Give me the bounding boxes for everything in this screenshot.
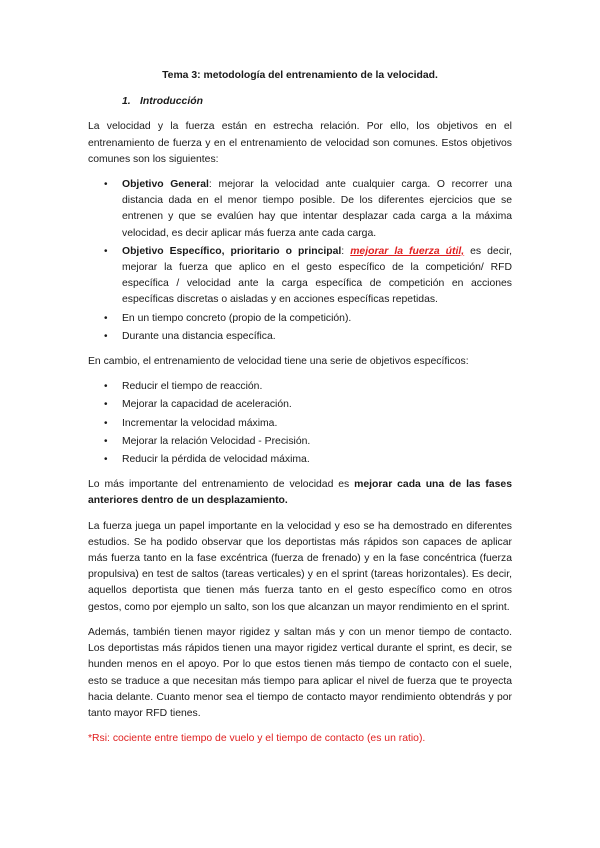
document-title: Tema 3: metodología del entrenamiento de la velocidad.: [162, 70, 438, 81]
section-number: 1.: [122, 96, 131, 108]
objective-label: Objetivo Específico, prioritario o principal: [122, 245, 342, 257]
objective-text: mejorar la velocidad ante cualquier carga. O recorrer una distancia dada en el menor tiempo posible. De los diferentes ejercicios que se entrenen y que se evalúen hay que intentar desplazar cada carga a la máxima velocidad, es decir aplicar más fuerza ante cada carga.: [122, 179, 512, 239]
list-item: [88, 397, 512, 413]
list-item-text: Durante una distancia específica.: [122, 330, 276, 342]
bullet-icon: •: [104, 381, 108, 393]
bullet-icon: •: [104, 399, 108, 411]
most-important-paragraph: [88, 477, 512, 509]
force-paragraph: La fuerza juega un papel importante en la velocidad y eso se ha demostrado en diferentes estudios. Se ha podido observar que los deportistas más rápidos son capaces de aplicar más fuerza tanto en la fase excéntrica (fuerza de frenado) y en la fase concéntrica (fuerza propulsiva) en test de saltos (tareas verticales) y en el sprint (tareas horizontales). Es decir, aquellos deportista que tienen más fuerza tanto en el gesto específico como en otros gestos, como por ejemplo un salto, son los que alcanzan un mayor rendimiento en el sprint.: [88, 520, 512, 613]
stiffness-paragraph: Además, también tienen mayor rigidez y saltan más y con un menor tiempo de contacto. Los deportistas más rápidos tienen una mayor rigidez vertical durante el sprint, es decir, se hunden menos en el apoyo. Por lo que estos tienen más tiempo de contacto con el suele, esto se traduce a que necesitan más tiempo para aplicar el nivel de fuerza que te proyecta hacia delante. Cuanto menor sea el tiempo de contacto mayor rendimiento obtendrás y por tanto mayor RFD tienes.: [88, 626, 512, 719]
list-item: [88, 416, 512, 432]
list-item-text: Mejorar la relación Velocidad - Precisión.: [122, 435, 311, 447]
section-title: Introducción: [140, 96, 203, 108]
objective-highlight: mejorar la fuerza útil,: [350, 245, 465, 257]
objective-separator: :: [208, 179, 219, 191]
objective-separator: :: [341, 245, 351, 257]
list-item: [88, 177, 512, 242]
rsi-note: *Rsi: cociente entre tiempo de vuelo y el tiempo de contacto (es un ratio).: [88, 733, 426, 745]
list-item: [88, 244, 512, 309]
bullet-icon: •: [104, 312, 108, 324]
section-heading: [122, 94, 512, 110]
list-item-text: En un tiempo concreto (propio de la competición).: [122, 312, 352, 324]
common-objectives-list: [88, 177, 512, 345]
bullet-icon: •: [104, 435, 108, 447]
list-item-text: Reducir el tiempo de reacción.: [122, 381, 263, 393]
intro-paragraph: La velocidad y la fuerza están en estrecha relación. Por ello, los objetivos en el entrenamiento de fuerza y en el entrenamiento de velocidad son comunes. Estos objetivos comunes son los siguientes:: [88, 121, 512, 165]
speed-objectives-list: [88, 379, 512, 468]
most-important-text: Lo más importante del entrenamiento de velocidad es: [88, 479, 355, 491]
list-item: [88, 329, 512, 345]
bullet-icon: •: [104, 245, 108, 257]
list-item: [88, 452, 512, 468]
list-item: [88, 434, 512, 450]
list-item-text: Reducir la pérdida de velocidad máxima.: [122, 454, 310, 466]
list-item-text: Incrementar la velocidad máxima.: [122, 417, 278, 429]
bullet-icon: •: [104, 330, 108, 342]
bullet-icon: •: [104, 417, 108, 429]
speed-intro-paragraph: En cambio, el entrenamiento de velocidad tiene una serie de objetivos específicos:: [88, 356, 469, 368]
objective-text: es decir, mejorar la fuerza que aplico en el gesto específico de la competición/ RFD específica / velocidad ante la carga específica de competición en acciones específicas discretas o aisladas y en acciones específicas repetidas.: [122, 245, 512, 306]
list-item: [88, 379, 512, 395]
most-important-bold: mejorar cada una de las fases anteriores dentro de un desplazamiento.: [88, 479, 512, 507]
list-item: [88, 311, 512, 327]
bullet-icon: •: [104, 179, 108, 191]
bullet-icon: •: [104, 454, 108, 466]
list-item-text: Mejorar la capacidad de aceleración.: [122, 399, 292, 411]
objective-label: Objetivo General: [122, 179, 209, 191]
